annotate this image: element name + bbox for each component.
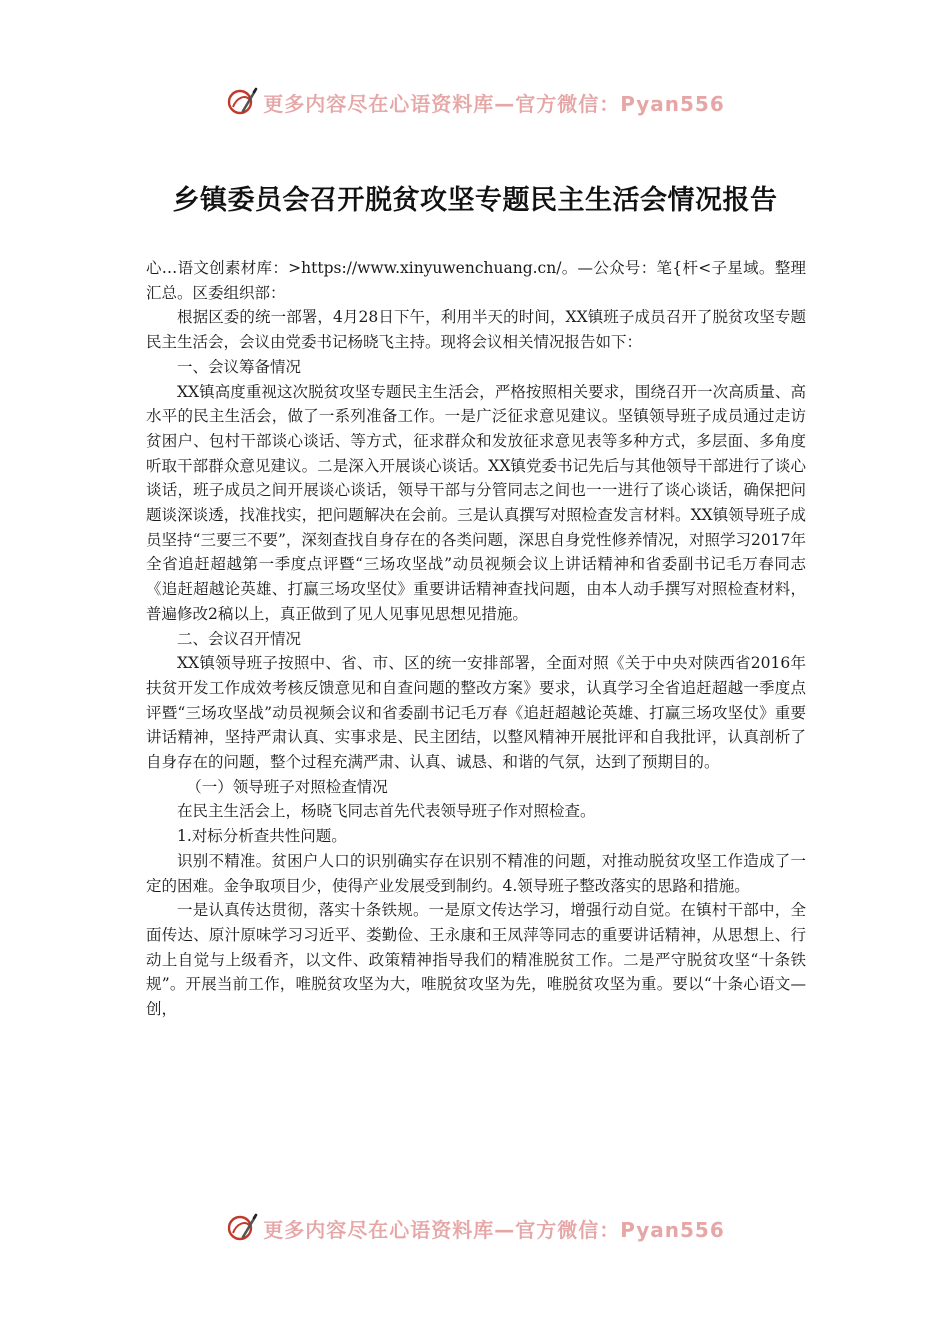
body-paragraph: XX镇领导班子按照中、省、市、区的统一安排部署，全面对照《关于中央对陕西省2016年扶贫开发工作成效考核反馈意见和自查问题的整改方案》要求，认真学习全省追赶超越一季度点评暨“三场攻坚战”动员视频会议和省委副书记毛万春《追赶超越论英雄、打赢三场攻坚仗》重要讲话精神，坚持严肃认真、实事求是、民主团结，以整风精神开展批评和自我批评，认真剖析了自身存在的问题，整个过程充满严肃、认真、诚恳、和谐的气氛，达到了预期目的。 bbox=[146, 654, 806, 772]
watermark-text: 更多内容尽在心语资料库—官方微信：Pyan556 bbox=[263, 91, 725, 116]
section-heading: 一、会议筹备情况 bbox=[177, 357, 302, 376]
body-paragraph: 一是认真传达贯彻，落实十条铁规。一是原文传达学习，增强行动自觉。在镇村干部中，全面传达、原汁原味学习习近平、娄勤俭、王永康和王凤萍等同志的重要讲话精神，从思想上、行动上自觉与上级看齐，以文件、政策精神指导我们的精准脱贫工作。二是严守脱贫攻坚“十条铁规”。开展当前工作，唯脱贫攻坚为大，唯脱贫攻坚为先，唯脱贫攻坚为重。要以“十条心语文—创， bbox=[146, 901, 806, 1019]
header-watermark-banner bbox=[0, 82, 950, 122]
watermark-text: 更多内容尽在心语资料库—官方微信：Pyan556 bbox=[263, 1217, 725, 1242]
pen-swirl-logo-icon bbox=[225, 1211, 259, 1245]
pen-swirl-logo-icon bbox=[225, 85, 259, 119]
body-paragraph: XX镇高度重视这次脱贫攻坚专题民主生活会，严格按照相关要求，围绕召开一次高质量、高水平的民主生活会，做了一系列准备工作。一是广泛征求意见建议。坚镇领导班子成员通过走访贫困户、包村干部谈心谈话、等方式，征求群众和发放征求意见表等多种方式，多层面、多角度听取干部群众意见建议。二是深入开展谈心谈话。XX镇党委书记先后与其他领导干部进行了谈心谈话，班子成员之间开展谈心谈话，领导干部与分管同志之间也一一进行了谈心谈话，确保把问题谈深谈透，找准找实，把问题解决在会前。三是认真撰写对照检查发言材料。XX镇领导班子成员坚持“三要三不要”，深刻查找自身存在的各类问题，深思自身党性修养情况，对照学习2017年全省追赶超越第一季度点评暨“三场攻坚战”动员视频会议上讲话精神和省委副书记毛万春同志《追赶超越论英雄、打赢三场攻坚仗》重要讲话精神查找问题，由本人动手撰写对照检查材料，普遍修改2稿以上，真正做到了见人见事见思想见措施。 bbox=[146, 382, 806, 623]
document-title: 乡镇委员会召开脱贫攻坚专题民主生活会情况报告 bbox=[172, 185, 778, 216]
body-paragraph: 识别不精准。贫困户人口的识别确实存在识别不精准的问题，对推动脱贫攻坚工作造成了一定的困难。金争取项目少，使得产业发展受到制约。4.领导班子整改落实的思路和措施。 bbox=[146, 851, 806, 895]
subsection-heading: （一）领导班子对照检查情况 bbox=[186, 777, 388, 796]
section-heading: 二、会议召开情况 bbox=[177, 629, 302, 648]
numbered-item: 1.对标分析查共性问题。 bbox=[177, 827, 347, 846]
footer-watermark-banner bbox=[0, 1208, 950, 1248]
body-paragraph: 心…语文创素材库：>https://www.xinyuwenchuang.cn/。—公众号：笔{杆<子星域。整理汇总。区委组织部： bbox=[146, 259, 806, 302]
document-body bbox=[146, 256, 806, 1022]
body-paragraph: 在民主生活会上，杨晓飞同志首先代表领导班子作对照检查。 bbox=[177, 802, 596, 821]
body-paragraph: 根据区委的统一部署，4月28日下午，利用半天的时间，XX镇班子成员召开了脱贫攻坚专题民主生活会，会议由党委书记杨晓飞主持。现将会议相关情况报告如下： bbox=[146, 308, 806, 352]
